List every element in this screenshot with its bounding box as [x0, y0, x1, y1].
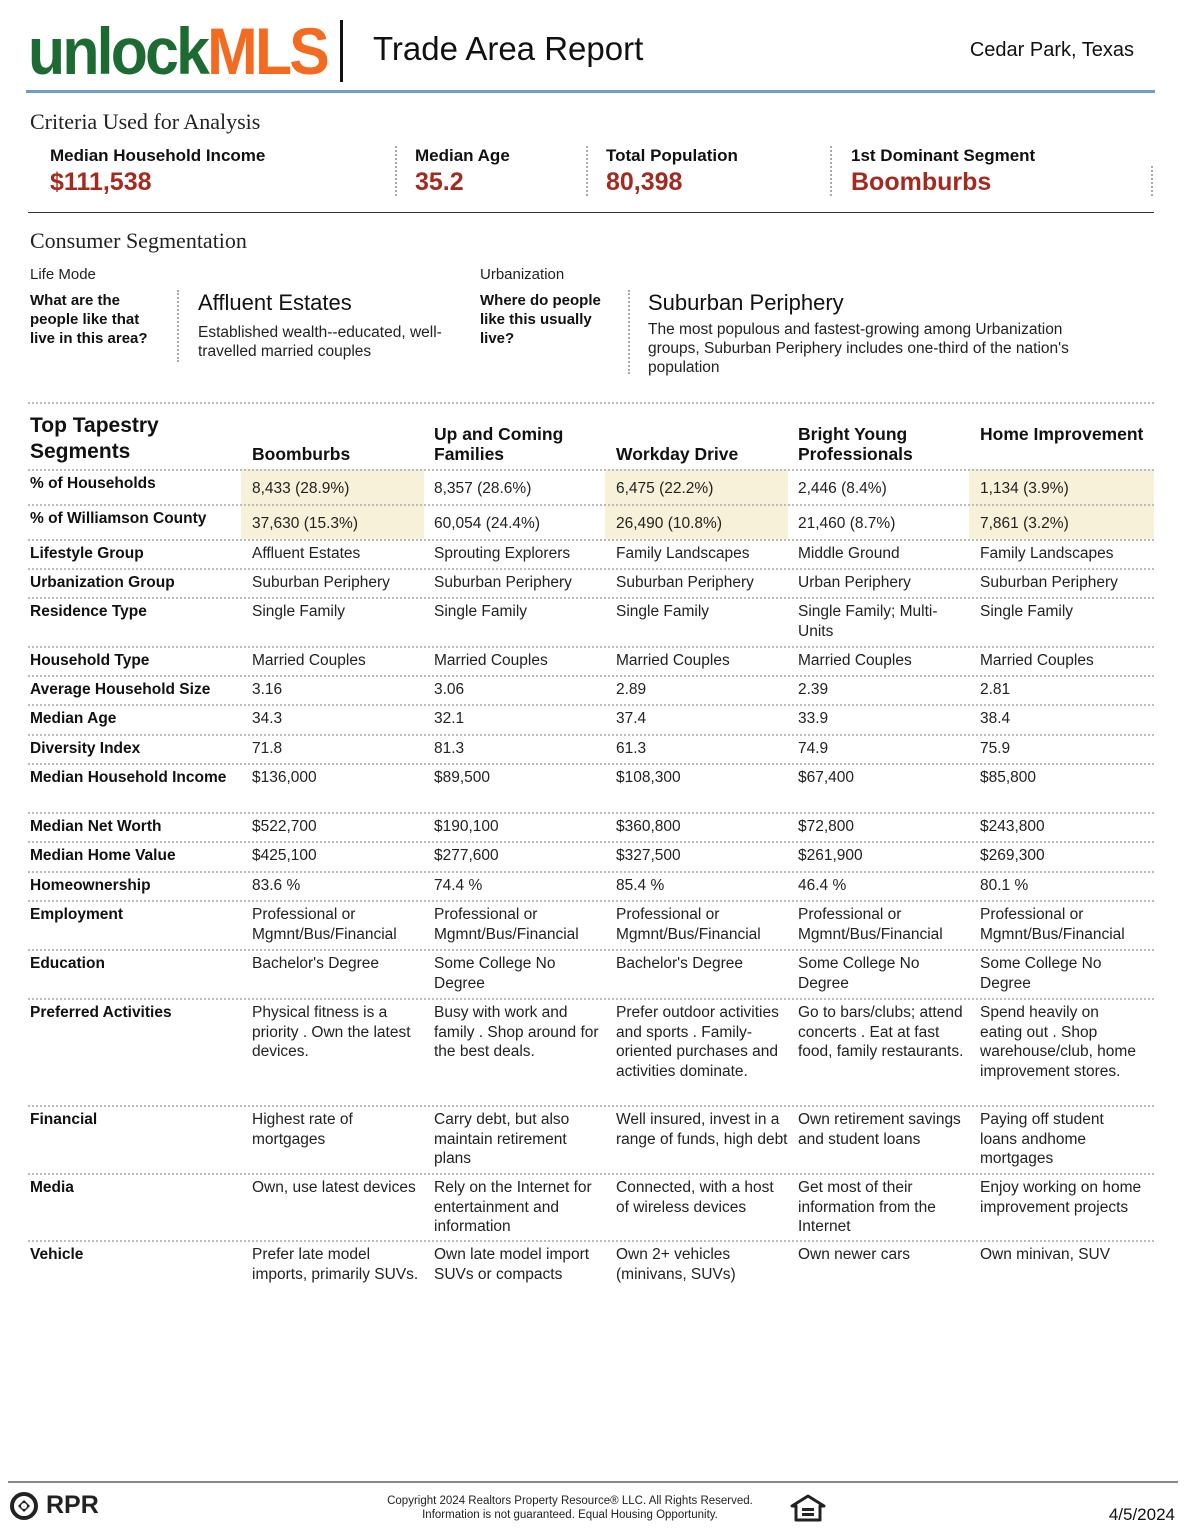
- table-cell: 37,630 (15.3%): [252, 515, 358, 532]
- table-cell: 71.8: [252, 740, 283, 757]
- report-header: [28, 12, 1154, 94]
- criteria-value: Boomburbs: [851, 168, 992, 196]
- column-header: Home Improvement: [980, 424, 1144, 444]
- row-label: Household Type: [30, 652, 150, 669]
- header-rule: [26, 90, 1155, 93]
- table-cell: 37.4: [616, 710, 647, 727]
- row-label: Lifestyle Group: [30, 545, 144, 562]
- row-label: Average Household Size: [30, 681, 211, 698]
- table-cell: 8,357 (28.6%): [434, 480, 532, 497]
- table-cell: Married Couples: [616, 652, 730, 669]
- table-cell: Sprouting Explorers: [434, 545, 571, 562]
- criteria-label: Total Population: [606, 146, 738, 165]
- table-cell: Single Family: [434, 603, 528, 620]
- logo-unlock-text: unlock: [28, 14, 208, 88]
- table-cell: Enjoy working on home improvement projects: [980, 1179, 1142, 1216]
- table-cell: 1,134 (3.9%): [980, 480, 1069, 497]
- table-cell: Middle Ground: [798, 545, 900, 562]
- table-row-divider: [28, 539, 1154, 541]
- table-row-divider: [28, 597, 1154, 599]
- row-label: Residence Type: [30, 603, 147, 620]
- criteria-divider: [830, 146, 832, 196]
- table-cell: Married Couples: [798, 652, 912, 669]
- table-cell: Single Family: [252, 603, 346, 620]
- table-cell: 8,433 (28.9%): [252, 480, 350, 497]
- table-cell: Some College No Degree: [798, 955, 920, 992]
- table-cell: 3.06: [434, 681, 465, 698]
- row-label: Median Net Worth: [30, 818, 162, 835]
- table-cell: 21,460 (8.7%): [798, 515, 896, 532]
- table-cell: Professional or Mgmnt/Bus/Financial: [798, 906, 943, 943]
- criteria-total-population: [606, 146, 738, 198]
- urbanization-description: The most populous and fastest-growing among Urbanization groups, Suburban Periphery includes one-third of the nation's population: [648, 321, 1069, 376]
- table-cell: Physical fitness is a priority . Own the latest devices.: [252, 1004, 411, 1060]
- table-cell: 6,475 (22.2%): [616, 480, 714, 497]
- urbanization-question: Where do people like this usually live?: [480, 292, 601, 347]
- equal-housing-icon: [790, 1494, 826, 1527]
- table-row-divider: [28, 1173, 1154, 1175]
- table-cell: Urban Periphery: [798, 574, 911, 591]
- table-cell: 26,490 (10.8%): [616, 515, 722, 532]
- row-label: Median Home Value: [30, 847, 176, 864]
- table-cell: Paying off student loans andhome mortgages: [980, 1111, 1104, 1167]
- criteria-value: 80,398: [606, 168, 683, 196]
- table-cell: 3.16: [252, 681, 283, 698]
- table-cell: Busy with work and family . Shop around for the best deals.: [434, 1004, 599, 1060]
- table-cell: 61.3: [616, 740, 647, 757]
- footer-rule: [8, 1481, 1178, 1483]
- table-cell: 83.6 %: [252, 877, 301, 894]
- table-cell: Professional or Mgmnt/Bus/Financial: [252, 906, 397, 943]
- table-cell: 81.3: [434, 740, 465, 757]
- criteria-divider: [586, 146, 588, 196]
- table-cell: 7,861 (3.2%): [980, 515, 1069, 532]
- table-cell: Highest rate of mortgages: [252, 1111, 353, 1148]
- table-cell: Carry debt, but also maintain retirement plans: [434, 1111, 570, 1167]
- rpr-icon: [10, 1492, 38, 1520]
- table-cell: 2.81: [980, 681, 1011, 698]
- report-location: Cedar Park, Texas: [969, 39, 1134, 61]
- table-cell: $108,300: [616, 769, 681, 786]
- criteria-label: Median Household Income: [50, 146, 266, 165]
- table-cell: 85.4 %: [616, 877, 665, 894]
- table-cell: Go to bars/clubs; attend concerts . Eat at fast food, family restaurants.: [798, 1004, 964, 1060]
- table-row-divider: [28, 675, 1154, 677]
- table-cell: Own retirement savings and student loans: [798, 1111, 961, 1148]
- table-cell: 74.9: [798, 740, 829, 757]
- table-cell: $72,800: [798, 818, 855, 835]
- urbanization-label: Urbanization: [480, 266, 565, 283]
- table-cell: 2.39: [798, 681, 829, 698]
- table-cell: 80.1 %: [980, 877, 1029, 894]
- table-row-divider: [28, 949, 1154, 951]
- row-label: Urbanization Group: [30, 574, 175, 591]
- report-date: 4/5/2024: [1108, 1505, 1175, 1524]
- life-mode-description: Established wealth--educated, well-travelled married couples: [198, 324, 442, 360]
- rpr-logo: [10, 1491, 99, 1520]
- segmentation-section-title: Consumer Segmentation: [30, 228, 247, 253]
- criteria-rule: [28, 212, 1154, 213]
- table-cell: 46.4 %: [798, 877, 847, 894]
- table-cell: Suburban Periphery: [434, 574, 572, 591]
- criteria-divider: [395, 146, 397, 196]
- life-mode-label: Life Mode: [30, 266, 96, 283]
- segmentation-rule: [28, 402, 1154, 404]
- table-cell: Suburban Periphery: [980, 574, 1118, 591]
- copyright-notice: [300, 1494, 840, 1522]
- table-cell: Some College No Degree: [434, 955, 556, 992]
- table-cell: Single Family; Multi-Units: [798, 603, 938, 640]
- table-cell: Professional or Mgmnt/Bus/Financial: [434, 906, 579, 943]
- table-cell: $425,100: [252, 847, 317, 864]
- criteria-value: $111,538: [50, 168, 152, 196]
- table-cell: $277,600: [434, 847, 499, 864]
- table-row-divider: [28, 998, 1154, 1000]
- row-label: Homeownership: [30, 877, 151, 894]
- life-mode-question: What are the people like that live in this area?: [30, 292, 148, 347]
- table-cell: Suburban Periphery: [616, 574, 754, 591]
- table-cell: $269,300: [980, 847, 1045, 864]
- table-row-divider: [28, 704, 1154, 706]
- criteria-label: Median Age: [415, 146, 510, 165]
- criteria-median-age: [415, 146, 510, 198]
- table-row-divider: [28, 734, 1154, 736]
- table-cell: Prefer outdoor activities and sports . Family-oriented purchases and activities dominate.: [616, 1004, 779, 1080]
- table-cell: Own late model import SUVs or compacts: [434, 1246, 590, 1283]
- table-cell: Bachelor's Degree: [252, 955, 380, 972]
- row-label: Media: [30, 1179, 74, 1196]
- row-label: Employment: [30, 906, 124, 923]
- life-mode-name: Affluent Estates: [198, 290, 352, 315]
- table-cell: Married Couples: [980, 652, 1094, 669]
- row-label: Diversity Index: [30, 740, 141, 757]
- table-cell: 34.3: [252, 710, 283, 727]
- table-cell: $360,800: [616, 818, 681, 835]
- criteria-divider: [1151, 166, 1153, 196]
- rpr-brand-text: RPR: [46, 1491, 99, 1519]
- copyright-line: Copyright 2024 Realtors Property Resource® LLC. All Rights Reserved.: [387, 1495, 753, 1507]
- criteria-value: 35.2: [415, 168, 464, 196]
- table-cell: 60,054 (24.4%): [434, 515, 540, 532]
- column-header: Up and Coming Families: [434, 424, 564, 464]
- table-cell: 38.4: [980, 710, 1011, 727]
- table-cell: $190,100: [434, 818, 499, 835]
- row-label: Median Age: [30, 710, 117, 727]
- table-cell: Married Couples: [434, 652, 548, 669]
- table-row-divider: [28, 900, 1154, 902]
- table-cell: Family Landscapes: [980, 545, 1114, 562]
- table-cell: Married Couples: [252, 652, 366, 669]
- life-mode-divider: [177, 290, 179, 362]
- table-cell: 2,446 (8.4%): [798, 480, 887, 497]
- table-cell: Get most of their information from the Internet: [798, 1179, 936, 1235]
- row-label: Preferred Activities: [30, 1004, 172, 1021]
- table-cell: $85,800: [980, 769, 1037, 786]
- table-cell: Spend heavily on eating out . Shop warehouse/club, home improvement stores.: [980, 1004, 1136, 1080]
- unlock-mls-logo: [28, 16, 327, 86]
- tapestry-table-title: Top Tapestry Segments: [30, 414, 159, 463]
- table-cell: Own minivan, SUV: [980, 1246, 1111, 1263]
- table-cell: Professional or Mgmnt/Bus/Financial: [616, 906, 761, 943]
- table-cell: Affluent Estates: [252, 545, 361, 562]
- table-row-divider: [28, 763, 1154, 765]
- table-cell: 33.9: [798, 710, 829, 727]
- table-row-divider: [28, 504, 1154, 506]
- row-label: Education: [30, 955, 105, 972]
- table-cell: 32.1: [434, 710, 465, 727]
- table-cell: Own 2+ vehicles (minivans, SUVs): [616, 1246, 736, 1283]
- table-row-divider: [28, 1105, 1154, 1107]
- table-cell: Well insured, invest in a range of funds, high debt: [616, 1111, 788, 1148]
- criteria-label: 1st Dominant Segment: [851, 146, 1036, 165]
- column-header: Bright Young Professionals: [798, 424, 913, 464]
- table-row-divider: [28, 812, 1154, 814]
- table-cell: 75.9: [980, 740, 1011, 757]
- table-cell: $89,500: [434, 769, 491, 786]
- table-cell: $67,400: [798, 769, 855, 786]
- table-cell: Family Landscapes: [616, 545, 750, 562]
- row-label: Median Household Income: [30, 769, 227, 786]
- report-title: Trade Area Report: [373, 30, 644, 67]
- table-cell: 2.89: [616, 681, 647, 698]
- criteria-dominant-segment: [851, 146, 1035, 198]
- column-header: Workday Drive: [616, 444, 739, 464]
- table-cell: $136,000: [252, 769, 317, 786]
- table-cell: Single Family: [616, 603, 710, 620]
- table-row-divider: [28, 469, 1154, 471]
- row-label: % of Households: [30, 475, 156, 492]
- table-cell: Suburban Periphery: [252, 574, 390, 591]
- table-row-divider: [28, 871, 1154, 873]
- table-row-divider: [28, 646, 1154, 648]
- disclaimer-line: Information is not guaranteed. Equal Housing Opportunity.: [422, 1509, 718, 1521]
- table-cell: 74.4 %: [434, 877, 483, 894]
- criteria-section-title: Criteria Used for Analysis: [30, 109, 261, 134]
- table-cell: $522,700: [252, 818, 317, 835]
- table-row-divider: [28, 841, 1154, 843]
- row-label: % of Williamson County: [30, 510, 207, 527]
- table-cell: Bachelor's Degree: [616, 955, 744, 972]
- table-cell: Own newer cars: [798, 1246, 910, 1263]
- table-row-divider: [28, 568, 1154, 570]
- urbanization-name: Suburban Periphery: [648, 290, 844, 315]
- logo-mls-text: MLS: [207, 14, 328, 88]
- table-cell: Some College No Degree: [980, 955, 1102, 992]
- criteria-median-income: [50, 146, 265, 198]
- table-cell: Professional or Mgmnt/Bus/Financial: [980, 906, 1125, 943]
- table-cell: $243,800: [980, 818, 1045, 835]
- row-label: Financial: [30, 1111, 98, 1128]
- table-cell: $327,500: [616, 847, 681, 864]
- table-cell: Single Family: [980, 603, 1074, 620]
- urbanization-divider: [628, 290, 630, 374]
- table-cell: Own, use latest devices: [252, 1179, 416, 1196]
- table-cell: Prefer late model imports, primarily SUVs.: [252, 1246, 419, 1283]
- column-header: Boomburbs: [252, 444, 351, 464]
- header-divider: [340, 20, 343, 82]
- table-cell: Connected, with a host of wireless devices: [616, 1179, 774, 1216]
- table-cell: Rely on the Internet for entertainment and information: [434, 1179, 592, 1235]
- row-label: Vehicle: [30, 1246, 84, 1263]
- table-row-divider: [28, 1240, 1154, 1242]
- table-cell: $261,900: [798, 847, 863, 864]
